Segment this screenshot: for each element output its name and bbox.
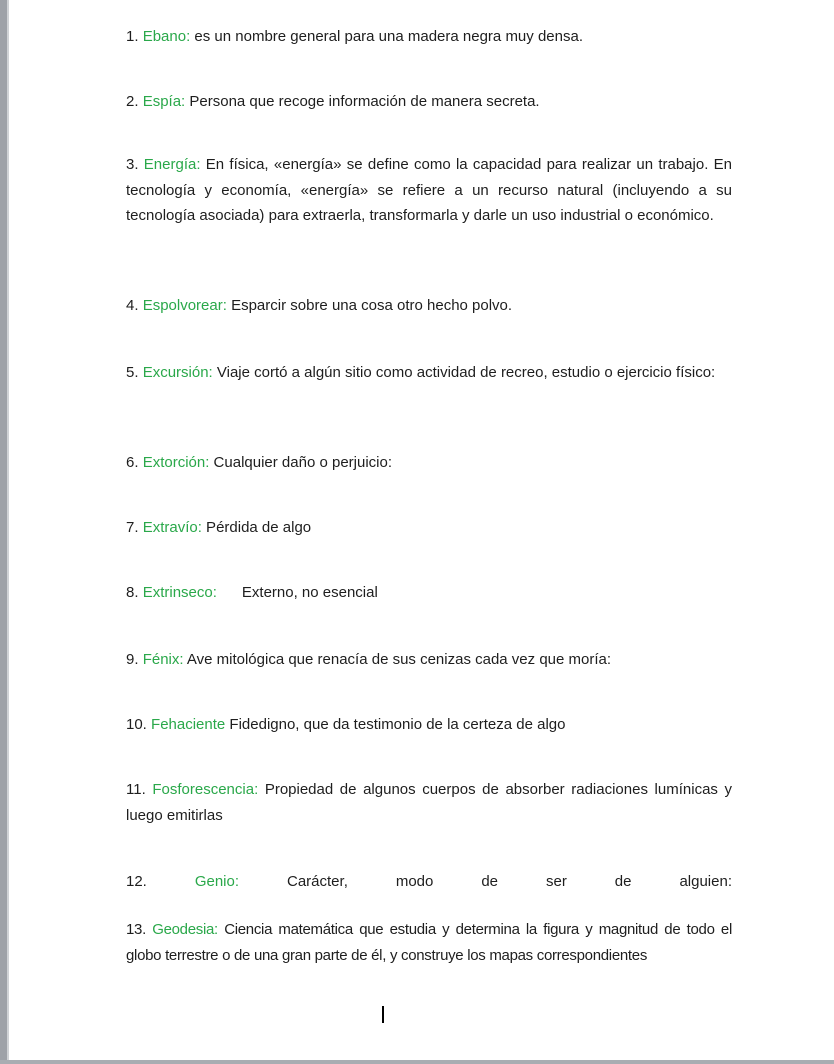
definition: Fidedigno, que da testimonio de la certeza de algo [225, 716, 566, 733]
term: Excursión [142, 364, 209, 381]
definition: Viaje cortó a algún sitio como actividad de recreo, estudio o ejercicio físico: [212, 364, 716, 381]
definition: Persona que recoge información de manera secreta. [185, 93, 540, 110]
definition: Carácter, modo de ser de alguien: [239, 873, 732, 890]
definition: Ave mitológica que renacía de sus cenizas cada vez que moría: [183, 651, 612, 668]
definition: Esparcir sobre una cosa otro hecho polvo. [226, 297, 513, 314]
term: Extravío [142, 519, 198, 536]
definition: Propiedad de algunos cuerpos de absorber radiaciones lumínicas y luego emitirlas [126, 781, 733, 824]
term: Espolvorear [142, 297, 223, 314]
term: Espía [142, 93, 182, 110]
definition: En física, «energía» se define como la capacidad para realizar un trabajo. En tecnología y economía, «energía» se refiere a un recurso natural (incluyendo a su tecnología asociada) para extraerla, transformarla y darle un uso industrial o económico. [126, 156, 732, 224]
glossary-entry-2: 2. Espía: Persona que recoge información de manera secreta. [126, 93, 540, 110]
term: Geodesia [152, 921, 215, 938]
glossary-entry-10: 10. Fehaciente Fidedigno, que da testimonio de la certeza de algo [126, 716, 566, 733]
text-cursor [382, 1006, 384, 1023]
term: Extorción [142, 454, 206, 471]
window-left-border-shade [7, 0, 9, 1064]
term: Fénix [142, 651, 180, 668]
glossary-entry-4: 4. Espolvorear: Esparcir sobre una cosa otro hecho polvo. [126, 297, 513, 314]
definition: Cualquier daño o perjuicio: [209, 454, 393, 471]
term: Ebano [142, 28, 187, 45]
term: Energía [143, 156, 197, 173]
definition: Pérdida de algo [201, 519, 312, 536]
glossary-entry-6: 6. Extorción: Cualquier daño o perjuicio: [126, 454, 393, 471]
window-bottom-border [0, 1060, 834, 1064]
window-left-border [0, 0, 7, 1064]
glossary-entry-12: 12. Genio: Carácter, modo de ser de alguien: [126, 873, 732, 890]
glossary-entry-5: 5. Excursión: Viaje cortó a algún sitio como actividad de recreo, estudio o ejercicio físico: [126, 364, 716, 381]
definition: Externo, no esencial [216, 584, 378, 601]
term: Fehaciente [151, 716, 226, 733]
glossary-entry-11: 11. Fosforescencia: Propiedad de algunos cuerpos de absorber radiaciones lumínicas y luego emitirlas [126, 781, 733, 824]
definition: Ciencia matemática que estudia y determina la figura y magnitud de todo el globo terrestre o de una gran parte de él, y construye los mapas correspondientes [126, 921, 732, 964]
glossary-entry-3: 3. Energía: En física, «energía» se define como la capacidad para realizar un trabajo. En tecnología y economía, «energía» se refiere a un recurso natural (incluyendo a su tecnología asociada) para extraerla, transformarla y darle un uso industrial o económico. [126, 156, 732, 224]
term: Fosforescencia [152, 781, 255, 798]
glossary-entry-7: 7. Extravío: Pérdida de algo [126, 519, 312, 536]
glossary-entry-9: 9. Fénix: Ave mitológica que renacía de sus cenizas cada vez que moría: [126, 651, 612, 668]
definition: es un nombre general para una madera negra muy densa. [190, 28, 583, 45]
glossary-entry-8: 8. Extrinseco: Externo, no esencial [126, 584, 378, 601]
glossary-entry-1: 1. Ebano: es un nombre general para una madera negra muy densa. [126, 28, 583, 45]
glossary-entry-13: 13. Geodesia: Ciencia matemática que estudia y determina la figura y magnitud de todo el globo terrestre o de una gran parte de él, y construye los mapas correspondientes [126, 921, 732, 964]
term: Extrinseco [142, 584, 213, 601]
term: Genio [194, 873, 235, 890]
